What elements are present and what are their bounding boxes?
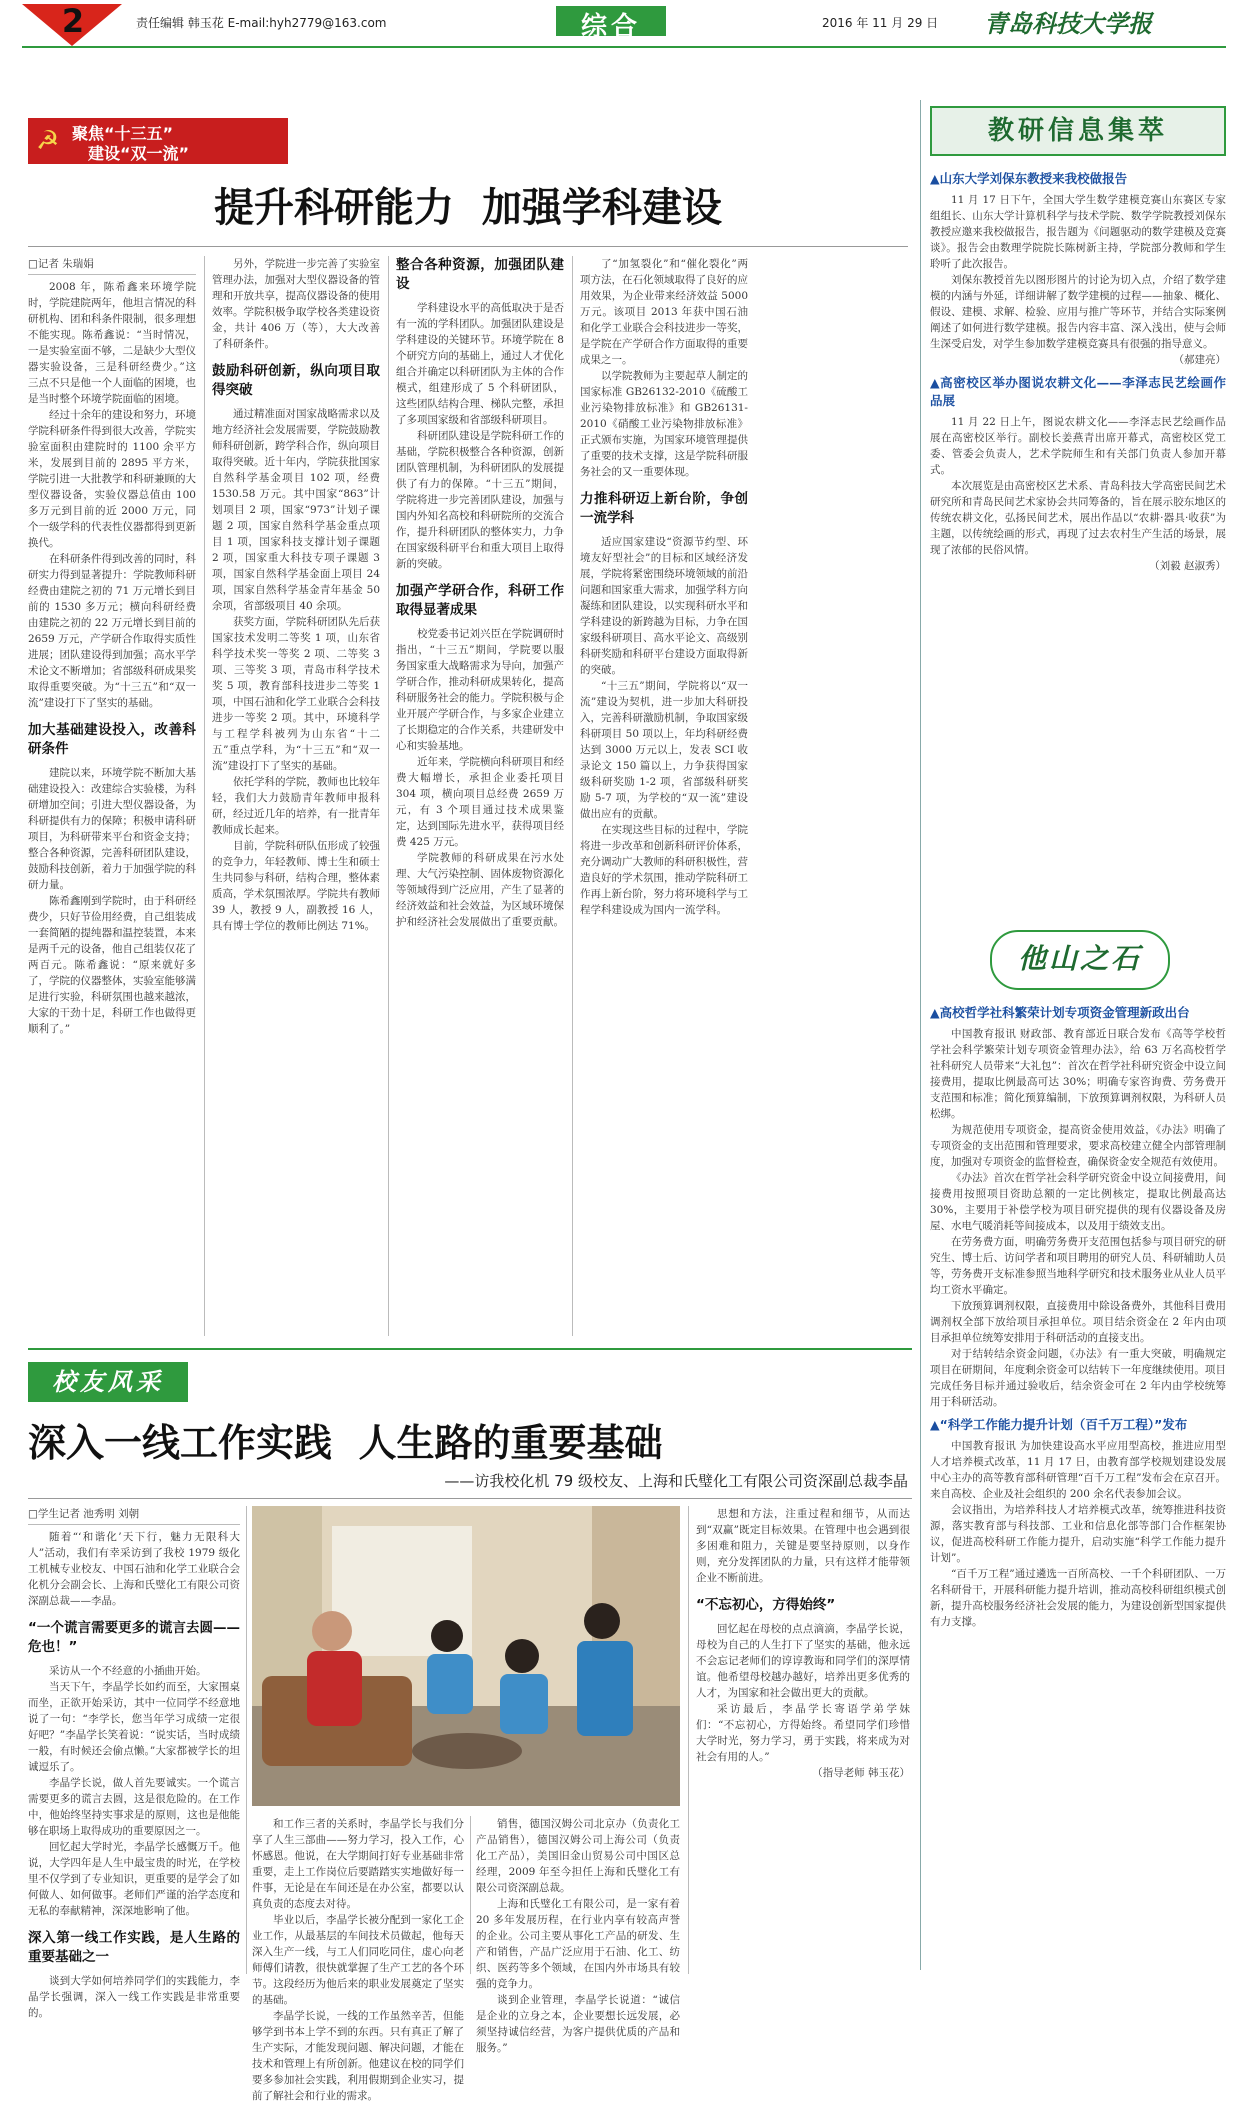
paragraph: 中国教育报讯 为加快建设高水平应用型高校，推进应用型人才培养模式改革，11 月 17 日，由教育部学校规划建设发展中心主办的高等教育部科研管理“百千万工程”发布会在京召开。来自高校、企业及社会组织的 200 余名代表参加会议。 (930, 1440, 1226, 1500)
paragraph: 经过十余年的建设和努力，环境学院科研条件得到很大改善，学院实验室面积由建院时的 1100 余平方米，发展到目前的 2895 平方米，学院引进一大批教学和科研兼顾的大型仪器设备，实验仪器总值由 100 多万元到目前的近 2000 万元，同个一级学科的代表性仪器都得到更新换代。 (28, 409, 196, 549)
sidebar-news-block (930, 164, 1226, 924)
paragraph: 会议指出，为培养科技人才培养模式改革，统筹推进科技资源，落实教育部与科技部、工业和信息化部等部门合作框架协议，促进高校科研工作能力提升，启动实施“科学工作能力提升计划”。 (930, 1504, 1226, 1564)
paragraph: 刘保东教授首先以图形图片的讨论为切入点，介绍了数学建模的内涵与外延，详细讲解了数学建模的过程——抽象、概化、假设、建模、求解、检验、应用与推广等环节，并结合实际案例阐述了如何进行数学建模。报告内容丰富、深入浅出，使与会师生深受启发，对学生参加数学建模竞赛具有很强的指导意义。 (930, 274, 1226, 350)
article1-title: 提升科研能力 加强学科建设 (214, 184, 722, 231)
article2-col-1 (28, 1506, 240, 2019)
sidebar-header (930, 106, 1226, 156)
paragraph: 获奖方面，学院科研团队先后获国家技术发明二等奖 1 项，山东省科学技术奖一等奖 2 项、二等奖 3 项、三等奖 3 项，青岛市科学技术奖 5 项，教育部科技进步二等奖 1 项，中国石油和化学工业联合会科技进步一等奖 2 项。其中，环境科学与工程学科被列为山东省“十二五”重点学科，为“十三五”和“双一流”建设打下了坚实的基础。 (212, 616, 380, 772)
news-4-title: ▲“科学工作能力提升计划（百千万工程）”发布 (930, 1417, 1188, 1432)
article2-credit: （指导老师 韩玉花） (812, 1767, 910, 1779)
interview-photo (252, 1506, 680, 1806)
paragraph: 校党委书记刘兴臣在学院调研时指出，“十三五”期间，学院要以服务国家重大战略需求为导向，加强产学研合作，推动科研成果转化，提高科研服务社会的能力。学院积极与企业开展产学研合作，与多家企业建立了长期稳定的合作关系，共建研发中心和实验基地。 (396, 628, 564, 752)
sidebar-divider (920, 100, 921, 1970)
paragraph: 通过精准面对国家战略需求以及地方经济社会发展需要，学院鼓励教师科研创新，跨学科合作，纵向项目取得突破。近十年内，学院获批国家自然科学基金项目 102 项，经费 1530.58 万元。其中国家“863”计划项目 2 项，国家“973”计划子课题 2 项，国家自然科学基金重点项目 1 项，国家科技支撑计划子课题 2 项，国家重大科技专项子课题 3 项，国家自然科学基金面上项目 24 项，国家自然科学基金青年基金 50 余项，省部级项目 40 余项。 (212, 408, 380, 612)
article1-byline: □记者 朱瑞娟 (28, 256, 196, 275)
news-2-credit: （刘毅 赵淑秀） (1149, 560, 1226, 572)
paragraph: 下放预算调剂权限，直接费用中除设备费外，其他科目费用调剂权全部下放给项目承担单位。项目结余资金在 2 年内由项目承担单位统筹安排用于科研活动的直接支出。 (930, 1300, 1226, 1344)
article2-subhead-1: “一个谎言需要更多的谎言去圆——危也！” (28, 1620, 240, 1655)
article1-subhead-5: 力推科研迈上新台阶，争创一流学科 (580, 491, 748, 526)
column-divider (572, 256, 573, 1336)
article1-col-1 (28, 256, 196, 1336)
paragraph: 科研团队建设是学院科研工作的基础，学院积极整合各种资源，创新团队管理机制，为科研团队的发展提供了有力的保障。“十三五”期间，学院将进一步完善团队建设，加强与国内外知名高校和科研院所的交流合作，提升科研团队的整体实力，力争在国家级科研平台和重大项目上取得新的突破。 (396, 430, 564, 570)
paragraph: 陈希鑫刚到学院时，由于科研经费少，只好节俭用经费，自己组装成一套简陋的提纯器和温控装置，本来是两千元的设备，他自己组装仅花了两百元。陈希鑫说：“原来就好多了，学院的仪器整体，实验室能够满足进行实验，科研氛围也越来越浓，大家的干劲十足，科研工作也做得更顺利了。” (28, 895, 196, 1035)
article2-byline: □学生记者 池秀明 刘朝 (28, 1506, 240, 1525)
issue-date: 2016 年 11 月 29 日 (822, 16, 939, 30)
paragraph: 为规范使用专项资金，提高资金使用效益，《办法》明确了专项资金的支出范围和管理要求，要求高校建立健全内部管理制度，加强对专项资金的监督检查，确保资金安全规范有效使用。 (930, 1124, 1226, 1168)
paragraph: “十三五”期间，学院将以“双一流”建设为契机，进一步加大科研投入，完善科研激励机制，争取国家级科研项目 50 项以上，年均科研经费达到 3000 万元以上，发表 SCI 收录论文 150 篇以上，力争获得国家级科研奖励 1-2 项，省部级科研奖励 5-7 项，为学校的“双一流”建设做出应有的贡献。 (580, 680, 748, 820)
sidebar-header-text: 教研信息集萃 (987, 116, 1168, 146)
paragraph: 在实现这些目标的过程中，学院将进一步改革和创新科研评价体系，充分调动广大教师的科研积极性，营造良好的学术氛围，推动学院科研工作再上新台阶，努力将环境科学与工程学科建设成为国内一流学科。 (580, 824, 748, 916)
article1-title-rule (28, 246, 908, 247)
article2-col-2 (252, 1816, 464, 2102)
paragraph: 谈到大学如何培养同学们的实践能力，李晶学长强调，深入一线工作实践是非常重要的。 (28, 1975, 240, 2019)
paragraph: 另外，学院进一步完善了实验室管理办法，加强对大型仪器设备的管理和开放共享，提高仪器设备的使用效率。学院积极争取学校各类建设资金，共计 406 万（等），大大改善了科研条件。 (212, 258, 380, 350)
paragraph: 销售，德国汉姆公司北京办（负责化工产品销售），德国汉姆公司上海公司（负责化工产品），美国旧金山贸易公司中国区总经理，2009 年至今担任上海和氏璧化工有限公司资深副总裁。 (476, 1818, 680, 1894)
article1-subhead-1: 加大基础建设投入，改善科研条件 (28, 722, 196, 757)
paragraph: 11 月 17 日下午，全国大学生数学建模竞赛山东赛区专家组组长、山东大学计算机科学与技术学院、数学学院教授刘保东教授应邀来我校做报告，报告题为《问题驱动的数学建模及竞赛谈》。报告会由数理学院院长陈树新主持，学院部分教师和学生聆听了此次报告。 (930, 194, 1226, 270)
party-emblem-icon: ☭ (36, 126, 60, 156)
article2-col-4 (696, 1506, 910, 1974)
paragraph: 学科建设水平的高低取决于是否有一流的学科团队。加强团队建设是学科建设的关键环节。环境学院在 8 个研究方向的基础上，通过人才优化组合并确定以科研团队为主体的合作模式，组建形成了 5 个科研团队，这些团队结构合理、梯队完整，承担了多项国家级和省部级科研项目。 (396, 302, 564, 426)
paragraph: 思想和方法，注重过程和细节，从而达到“双赢”既定目标效果。在管理中也会遇到很多困难和阻力，关键是要坚持原则，以身作则，充分发挥团队的力量，只有这样才能带领企业不断前进。 (696, 1508, 910, 1584)
paragraph: 当天下午，李晶学长如约而至，大家围桌而坐，正欲开始采访，其中一位同学不经意地说了一句：“李学长，您当年学习成绩一定很好吧？”李晶学长笑着说：“说实话，当时成绩一般，有时候还会偷点懒。”大家都被学长的坦诚逗乐了。 (28, 1681, 240, 1773)
news-1-title: ▲山东大学刘保东教授来我校做报告 (930, 171, 1128, 186)
masthead: 青岛科技大学报 (984, 9, 1152, 38)
article2-subhead-2: 深入第一线工作实践，是人生路的重要基础之一 (28, 1930, 240, 1965)
alumni-banner (28, 1362, 188, 1402)
header-rule (22, 46, 1226, 48)
paragraph: 适应国家建设“资源节约型、环境友好型社会”的目标和区域经济发展，学院将紧密围绕环境领域的前沿问题和国家重大需求，加强学科方向凝练和团队建设，以实现科研水平和学科建设的新跨越为目标，力争在国家级科研项目、高水平论文、高级别科研奖励和科研平台建设方面取得新的突破。 (580, 536, 748, 676)
article2-title: 深入一线工作实践 人生路的重要基础 (28, 1420, 663, 1465)
article2-subtitle: ——访我校化机 79 级校友、上海和氏璧化工有限公司资深副总裁李晶 (444, 1472, 908, 1490)
article1-subhead-3: 整合各种资源，加强团队建设 (396, 257, 564, 292)
paragraph: 了“加氢裂化”和“催化裂化”两项方法，在石化领域取得了良好的应用效果，为企业带来经济效益 5000 万元。该项目 2013 年获中国石油和化学工业联合会科技进步一等奖，是学院在产学研合作方面取得的重要成果之一。 (580, 258, 748, 366)
paragraph: 回忆起在母校的点点滴滴，李晶学长说，母校为自己的人生打下了坚实的基础，他永远不会忘记老师们的谆谆教诲和同学们的深厚情谊。他希望母校越办越好，培养出更多优秀的人才，为国家和社会做出更大的贡献。 (696, 1623, 910, 1699)
paragraph: 《办法》首次在哲学社会科学研究资金中设立间接费用，间接费用按照项目资助总额的一定比例核定，提取比例最高达 30%，主要用于补偿学校为项目研究提供的现有仪器设备及房屋、水电气暖消耗等间接成本，以及用于绩效支出。 (930, 1172, 1226, 1232)
other-mountain-logo (990, 930, 1170, 990)
banner-line-1: 聚焦“十三五” (72, 124, 174, 143)
paragraph: 近年来，学院横向科研项目和经费大幅增长，承担企业委托项目 304 项，横向项目总经费 2659 万元，有 3 个项目通过技术成果鉴定，达到国际先进水平，获得项目经费 425 万元。 (396, 756, 564, 848)
column-divider (470, 1816, 471, 1974)
paragraph: “百千万工程”通过遴选一百所高校、一千个科研团队、一万名科研骨干，开展科研能力提升培训，推动高校科研组织模式创新，提升高校服务经济社会发展的能力，为建设创新型国家提供有力支撑。 (930, 1568, 1226, 1628)
paragraph: 目前，学院科研队伍形成了较强的竞争力，年轻教师、博士生和硕士生共同参与科研，结构合理，整体素质高，学术氛围浓厚。学院共有教师 39 人，教授 9 人，副教授 16 人，具有博士学位的教师比例达 71%。 (212, 840, 380, 932)
article1-col-4 (580, 256, 748, 1336)
article2-title-rule (28, 1498, 912, 1499)
paragraph: 在劳务费方面，明确劳务费开支范围包括参与项目研究的研究生、博士后、访问学者和项目聘用的研究人员、科研辅助人员等，劳务费开支标准参照当地科学研究和技术服务业从业人员平均工资水平确定。 (930, 1236, 1226, 1296)
article2-subhead-3: “不忘初心，方得始终” (696, 1597, 836, 1613)
column-divider (246, 1506, 247, 1974)
paragraph: 谈到企业管理，李晶学长说道：“诚信是企业的立身之本，企业要想长远发展，必须坚持诚信经营，为客户提供优质的产品和服务。” (476, 1994, 680, 2054)
article1-col-3 (396, 256, 564, 1336)
logo-text: 他山之石 (1017, 942, 1142, 975)
topic-banner (28, 118, 288, 164)
column-divider (688, 1506, 689, 1974)
paragraph: 中国教育报讯 财政部、教育部近日联合发布《高等学校哲学社会科学繁荣计划专项资金管理办法》，给 63 万名高校哲学社科研究人员带来“大礼包”：首次在哲学社科研究资金中设立间接费用，提取比例最高可达 30%；明确专家咨询费、劳务费开支范围和标准；简化预算编制，下放预算调剂权限，为科研人员松绑。 (930, 1028, 1226, 1120)
paragraph: 采访最后，李晶学长寄语学弟学妹们：“不忘初心，方得始终。希望同学们珍惜大学时光，努力学习，勇于实践，将来成为对社会有用的人。” (696, 1703, 910, 1763)
sidebar-reference-block (930, 998, 1226, 1970)
alumni-banner-text: 校友风采 (52, 1367, 164, 1396)
article2-col-3 (476, 1816, 680, 2054)
paragraph: 2008 年，陈希鑫来环境学院时，学院建院两年，他坦言情况的科研机构、团和科条件限制，很多理想不能实现。陈希鑫说：“当时情况，一是实验室面不够，二是缺少大型仪器实验设备，三是科研经费少。”这三点不只是他一个人面临的困境，也是当时整个环境学院面临的困境。 (28, 281, 196, 405)
paragraph: 在科研条件得到改善的同时，科研实力得到显著提升：学院教师科研经费由建院之初的 71 万元增长到目前的 1530 多万元；横向科研经费由建院之初的 22 万元增长到目前的 2659 万元，产学研合作取得实质性进展；团队建设得到加强；高水平学术论文不断增加；省部级科研成果奖取得重要突破。为“十三五”和“双一流”建设打下了坚实的基础。 (28, 553, 196, 709)
news-3-title: ▲高校哲学社科繁荣计划专项资金管理新政出台 (930, 1005, 1190, 1020)
paragraph: 毕业以后，李晶学长被分配到一家化工企业工作，从最基层的车间技术员做起，他每天深入生产一线，与工人们同吃同住，虚心向老师傅们请教，很快就掌握了生产工艺的各个环节。这段经历为他后来的职业发展奠定了坚实的基础。 (252, 1914, 464, 2006)
paragraph: 回忆起大学时光，李晶学长感慨万千。他说，大学四年是人生中最宝贵的时光，在学校里不仅学到了专业知识，更重要的是学会了如何做人、如何做事。老师们严谨的治学态度和无私的奉献精神，深深地影响了他。 (28, 1841, 240, 1917)
article1-subhead-2: 鼓励科研创新，纵向项目取得突破 (212, 363, 380, 398)
paragraph: 对于结转结余资金问题，《办法》有一重大突破，明确规定项目在研期间，年度剩余资金可以结转下一年度继续使用。项目完成任务目标并通过验收后，结余资金可在 2 年内由学校统筹用于科研活动。 (930, 1348, 1226, 1408)
section-rule (28, 1348, 912, 1350)
interview-photo-image (252, 1506, 680, 1806)
banner-line-2: 建设“双一流” (88, 144, 190, 163)
paragraph: 学院教师的科研成果在污水处理、大气污染控制、固体废物资源化等领域得到广泛应用，产生了显著的经济效益和社会效益，为区域环境保护和经济社会发展做出了重要贡献。 (396, 852, 564, 928)
page-number: 2 (61, 2, 85, 40)
section-label: 综合 (556, 6, 666, 36)
article1-col-2 (212, 256, 380, 1336)
paragraph: 本次展览是由高密校区艺术系、青岛科技大学高密民间艺术研究所和青岛民间艺术家协会共同筹备的，旨在展示胶东地区的传统农耕文化，弘扬民间艺术，展出作品以“农耕·器具·收获”为主题，以传统绘画的形式，再现了过去农村生产生活的场景，展现了浓郁的民俗风情。 (930, 480, 1226, 556)
column-divider (388, 256, 389, 1336)
page-header (0, 0, 1236, 50)
paragraph: 随着“‘和谐化’天下行，魅力无限科大人”活动，我们有幸采访到了我校 1979 级化工机械专业校友、中国石油和化学工业联合会化机分会副会长、上海和氏璧化工有限公司资深副总裁——李晶。 (28, 1531, 240, 1607)
paragraph: 依托学科的学院，教师也比较年轻，我们大力鼓励青年教师申报科研，经过近几年的培养，有一批青年教师成长起来。 (212, 776, 380, 836)
paragraph: 李晶学长说，做人首先要诚实。一个谎言需要更多的谎言去圆，这是很危险的。在工作中，他始终坚持实事求是的原则，这也是他能够在职场上取得成功的重要原因之一。 (28, 1777, 240, 1837)
news-2-title: ▲高密校区举办图说农耕文化——李泽志民艺绘画作品展 (930, 375, 1226, 408)
paragraph: 11 月 22 日上午，图说农耕文化——李泽志民艺绘画作品展在高密校区举行。副校长姜燕青出席开幕式，高密校区党工委、管委会负责人，艺术学院师生和有关部门负责人参加开幕式。 (930, 416, 1226, 476)
paragraph: 建院以来，环境学院不断加大基础建设投入：改建综合实验楼，为科研增加空间；引进大型仪器设备，为科研提供有力的保障；积极申请科研项目，为科研带来平台和资金支持；整合各种资源，完善科研团队建设，鼓励科技创新，着力于加强学院的科研力量。 (28, 767, 196, 891)
paragraph: 以学院教师为主要起草人制定的国家标准 GB26132-2010《硫酸工业污染物排放标准》和 GB26131-2010《硝酸工业污染物排放标准》正式颁布实施，为国家环境管理提供了重要的技术支撑，这是学院科研服务社会的又一重要体现。 (580, 370, 748, 478)
paragraph: 李晶学长说，一线的工作虽然辛苦，但能够学到书本上学不到的东西。只有真正了解了生产实际，才能发现问题、解决问题，才能在技术和管理上有所创新。他建议在校的同学们要多参加社会实践，利用假期到企业实习，提前了解社会和行业的需求。 (252, 2010, 464, 2102)
paragraph: 采访从一个不经意的小插曲开始。 (49, 1665, 207, 1677)
column-divider (204, 256, 205, 1336)
article1-subhead-4: 加强产学研合作，科研工作取得显著成果 (396, 583, 564, 618)
paragraph: 和工作三者的关系时，李晶学长与我们分享了人生三部曲——努力学习，投入工作，心怀感恩。他说，在大学期间打好专业基础非常重要，走上工作岗位后要踏踏实实地做好每一件事，无论是在车间还是在办公室，都要以认真负责的态度去对待。 (252, 1818, 464, 1910)
editor-info: 责任编辑 韩玉花 E-mail:hyh2779@163.com (136, 16, 387, 30)
paragraph: 上海和氏璧化工有限公司，是一家有着 20 多年发展历程，在行业内享有较高声誉的企业。公司主要从事化工产品的研发、生产和销售，产品广泛应用于石油、化工、纺织、医药等多个领域，在国内外市场具有较强的竞争力。 (476, 1898, 680, 1990)
news-1-credit: （郝建亮） (1173, 354, 1226, 366)
